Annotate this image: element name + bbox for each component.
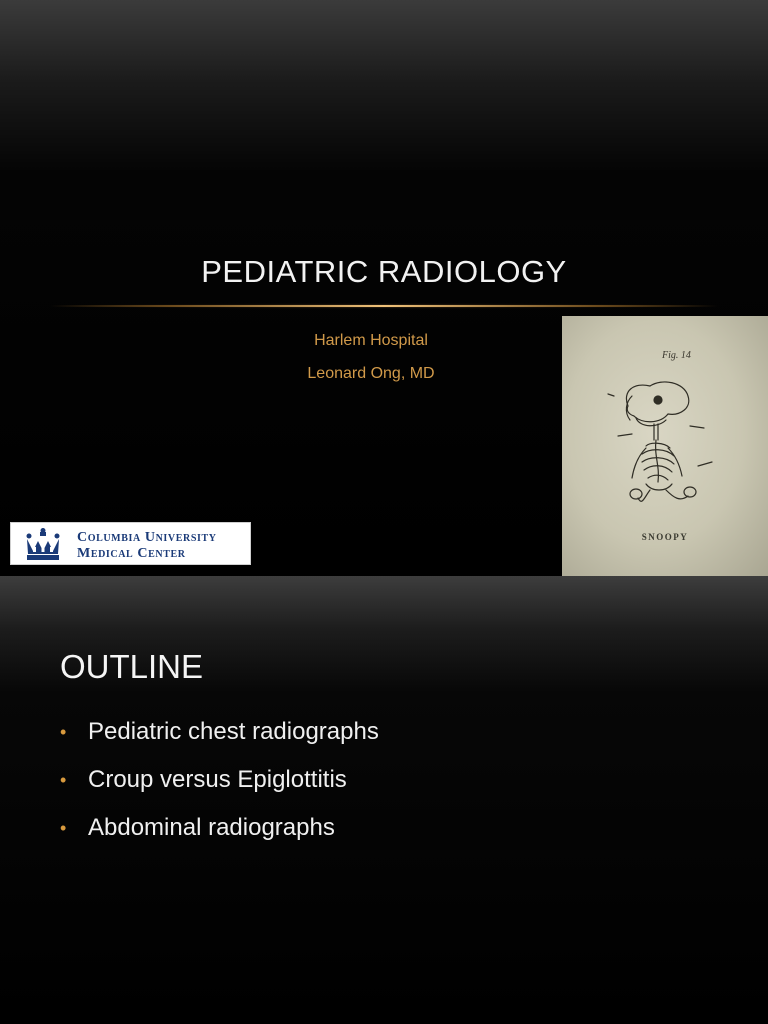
list-item-text: Croup versus Epiglottitis [88,766,347,793]
list-item-text: Pediatric chest radiographs [88,718,379,745]
subtitle-author: Leonard Ong, MD [307,365,435,382]
bullet-icon: • [60,722,67,742]
bullet-icon: • [60,770,67,790]
outline-title: OUTLINE [60,648,204,685]
columbia-logo [10,522,251,565]
snoopy-xray-sketch [562,316,768,576]
outline-slide [0,576,768,1024]
list-item-text: Abdominal radiographs [88,814,335,841]
list-item [60,716,379,764]
subtitle-institution: Harlem Hospital [314,332,428,349]
bullet-icon: • [60,818,67,838]
logo-line-1: Columbia University [77,530,217,545]
list-item [60,764,379,812]
slide-title: PEDIATRIC RADIOLOGY [201,254,567,289]
crown-icon [23,527,63,561]
title-divider [50,303,718,309]
logo-line-2: Medical Center [77,546,186,561]
logo-wordmark [77,530,217,562]
photo-corner-mark: Fig. 14 [662,350,691,361]
list-item [60,812,379,860]
photo-caption: SNOOPY [641,532,689,542]
outline-list [60,716,379,860]
